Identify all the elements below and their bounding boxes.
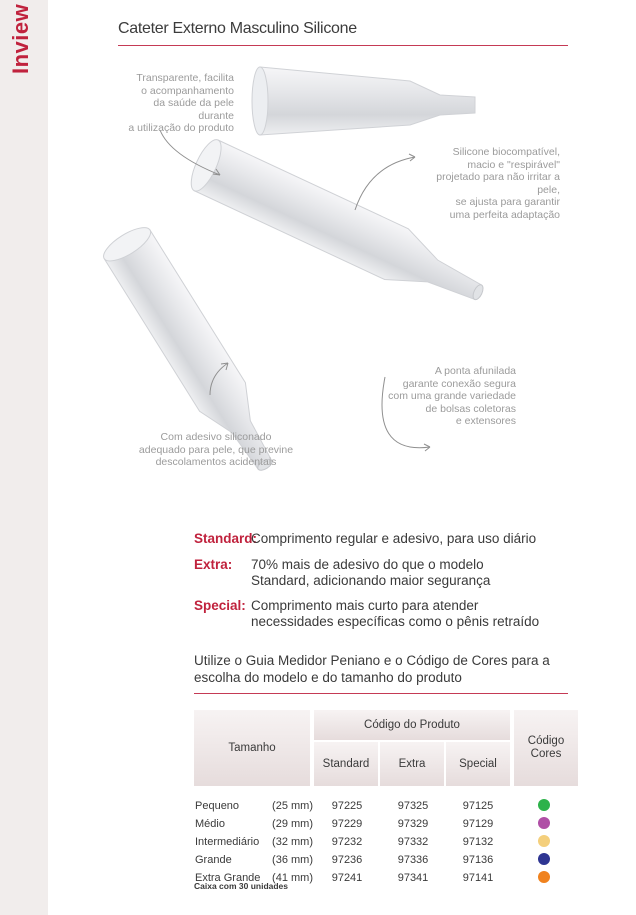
header-product-code: Código do Produto: [314, 710, 510, 742]
annotation-line: adequado para pele, que previne: [138, 443, 294, 456]
code-extra: 97341: [397, 872, 429, 884]
color-dot: [538, 817, 550, 829]
size-mm: (32 mm): [272, 836, 313, 848]
annotation-line: Silicone biocompatível,: [452, 146, 560, 158]
annotation-silicone: [418, 146, 560, 221]
code-special: 97136: [462, 854, 494, 866]
size-mm: (36 mm): [272, 854, 313, 866]
annotation-line: com uma grande variedade: [388, 390, 516, 402]
variant-description: Comprimento regular e adesivo, para uso diário: [251, 531, 537, 546]
code-standard: 97232: [331, 836, 363, 848]
annotation-line: projetado para não irritar a pele,: [436, 171, 560, 196]
size-label: Extra Grande: [195, 872, 261, 884]
code-special: 97129: [462, 818, 494, 830]
header-color-line: Cores: [530, 748, 562, 760]
code-standard: 97241: [331, 872, 363, 884]
color-dot: [538, 853, 550, 865]
size-label: Intermediário: [195, 836, 260, 848]
sidebar: [0, 0, 48, 915]
code-standard: 97229: [331, 818, 363, 830]
annotation-line: Com adesivo siliconado: [160, 431, 272, 443]
header-extra: Extra: [380, 742, 446, 786]
size-label: Médio: [195, 818, 225, 830]
code-extra: 97336: [397, 854, 429, 866]
color-dot: [538, 871, 550, 883]
annotation-line: A ponta afunilada: [434, 365, 516, 377]
annotation-line: se ajusta para garantir: [455, 196, 560, 208]
annotation-line: e extensores: [455, 415, 516, 427]
annotation-line: de bolsas coletoras: [425, 402, 516, 415]
code-standard: 97236: [331, 854, 363, 866]
annotation-line: Transparente, facilita: [136, 72, 234, 84]
table-row: [194, 833, 578, 851]
annotation-transparent: [126, 72, 234, 135]
header-color-line: Código: [527, 735, 565, 747]
code-standard: 97225: [331, 800, 363, 812]
code-extra: 97325: [397, 800, 429, 812]
product-table: [194, 710, 578, 887]
code-extra: 97329: [397, 818, 429, 830]
header-size: Tamanho: [194, 710, 314, 786]
header-special: Special: [446, 742, 510, 786]
annotation-line: da saúde da pele durante: [153, 97, 234, 122]
size-label: Grande: [195, 854, 232, 866]
guide-divider: [194, 693, 568, 694]
color-dot: [538, 799, 550, 811]
guide-text: Utilize o Guia Medidor Peniano e o Código de Cores para a escolha do modelo e do tamanho do produto: [194, 653, 550, 685]
page-title: Cateter Externo Masculino Silicone: [118, 20, 357, 37]
annotation-line: a utilização do produto: [128, 122, 234, 134]
annotation-line: descolamentos acidentais: [155, 456, 277, 468]
brand-logo: Inview: [8, 3, 33, 74]
variant-description: 70% mais de adesivo do que o modelo Standard, adicionando maior segurança: [251, 557, 491, 588]
size-label: Pequeno: [195, 800, 240, 812]
annotation-line: uma perfeita adaptação: [449, 208, 560, 221]
footnote: Caixa com 30 unidades: [194, 881, 289, 891]
annotation-line: o acompanhamento: [141, 84, 234, 97]
annotation-line: macio e "respirável": [467, 158, 560, 171]
annotation-tip: [388, 365, 516, 428]
code-special: 97132: [462, 836, 494, 848]
variant-name: Standard:: [194, 531, 258, 546]
variant-name: Extra:: [194, 557, 233, 572]
table-row: [194, 815, 578, 833]
color-dot: [538, 835, 550, 847]
size-mm: (25 mm): [272, 800, 313, 812]
variant-name: Special:: [194, 598, 246, 613]
annotation-adhesive: [134, 431, 298, 469]
title-divider: [118, 45, 568, 46]
annotation-line: garante conexão segura: [402, 377, 516, 390]
size-mm: (41 mm): [272, 872, 313, 884]
code-special: 97141: [462, 872, 494, 884]
header-color-code: [510, 710, 578, 786]
variant-description: Comprimento mais curto para atender necessidades específicas como o pênis retraído: [251, 598, 540, 629]
header-standard: Standard: [314, 742, 380, 786]
code-extra: 97332: [397, 836, 429, 848]
size-mm: (29 mm): [272, 818, 313, 830]
catheter-top: [252, 67, 475, 135]
table-row: [194, 797, 578, 815]
code-special: 97125: [462, 800, 494, 812]
table-row: [194, 851, 578, 869]
